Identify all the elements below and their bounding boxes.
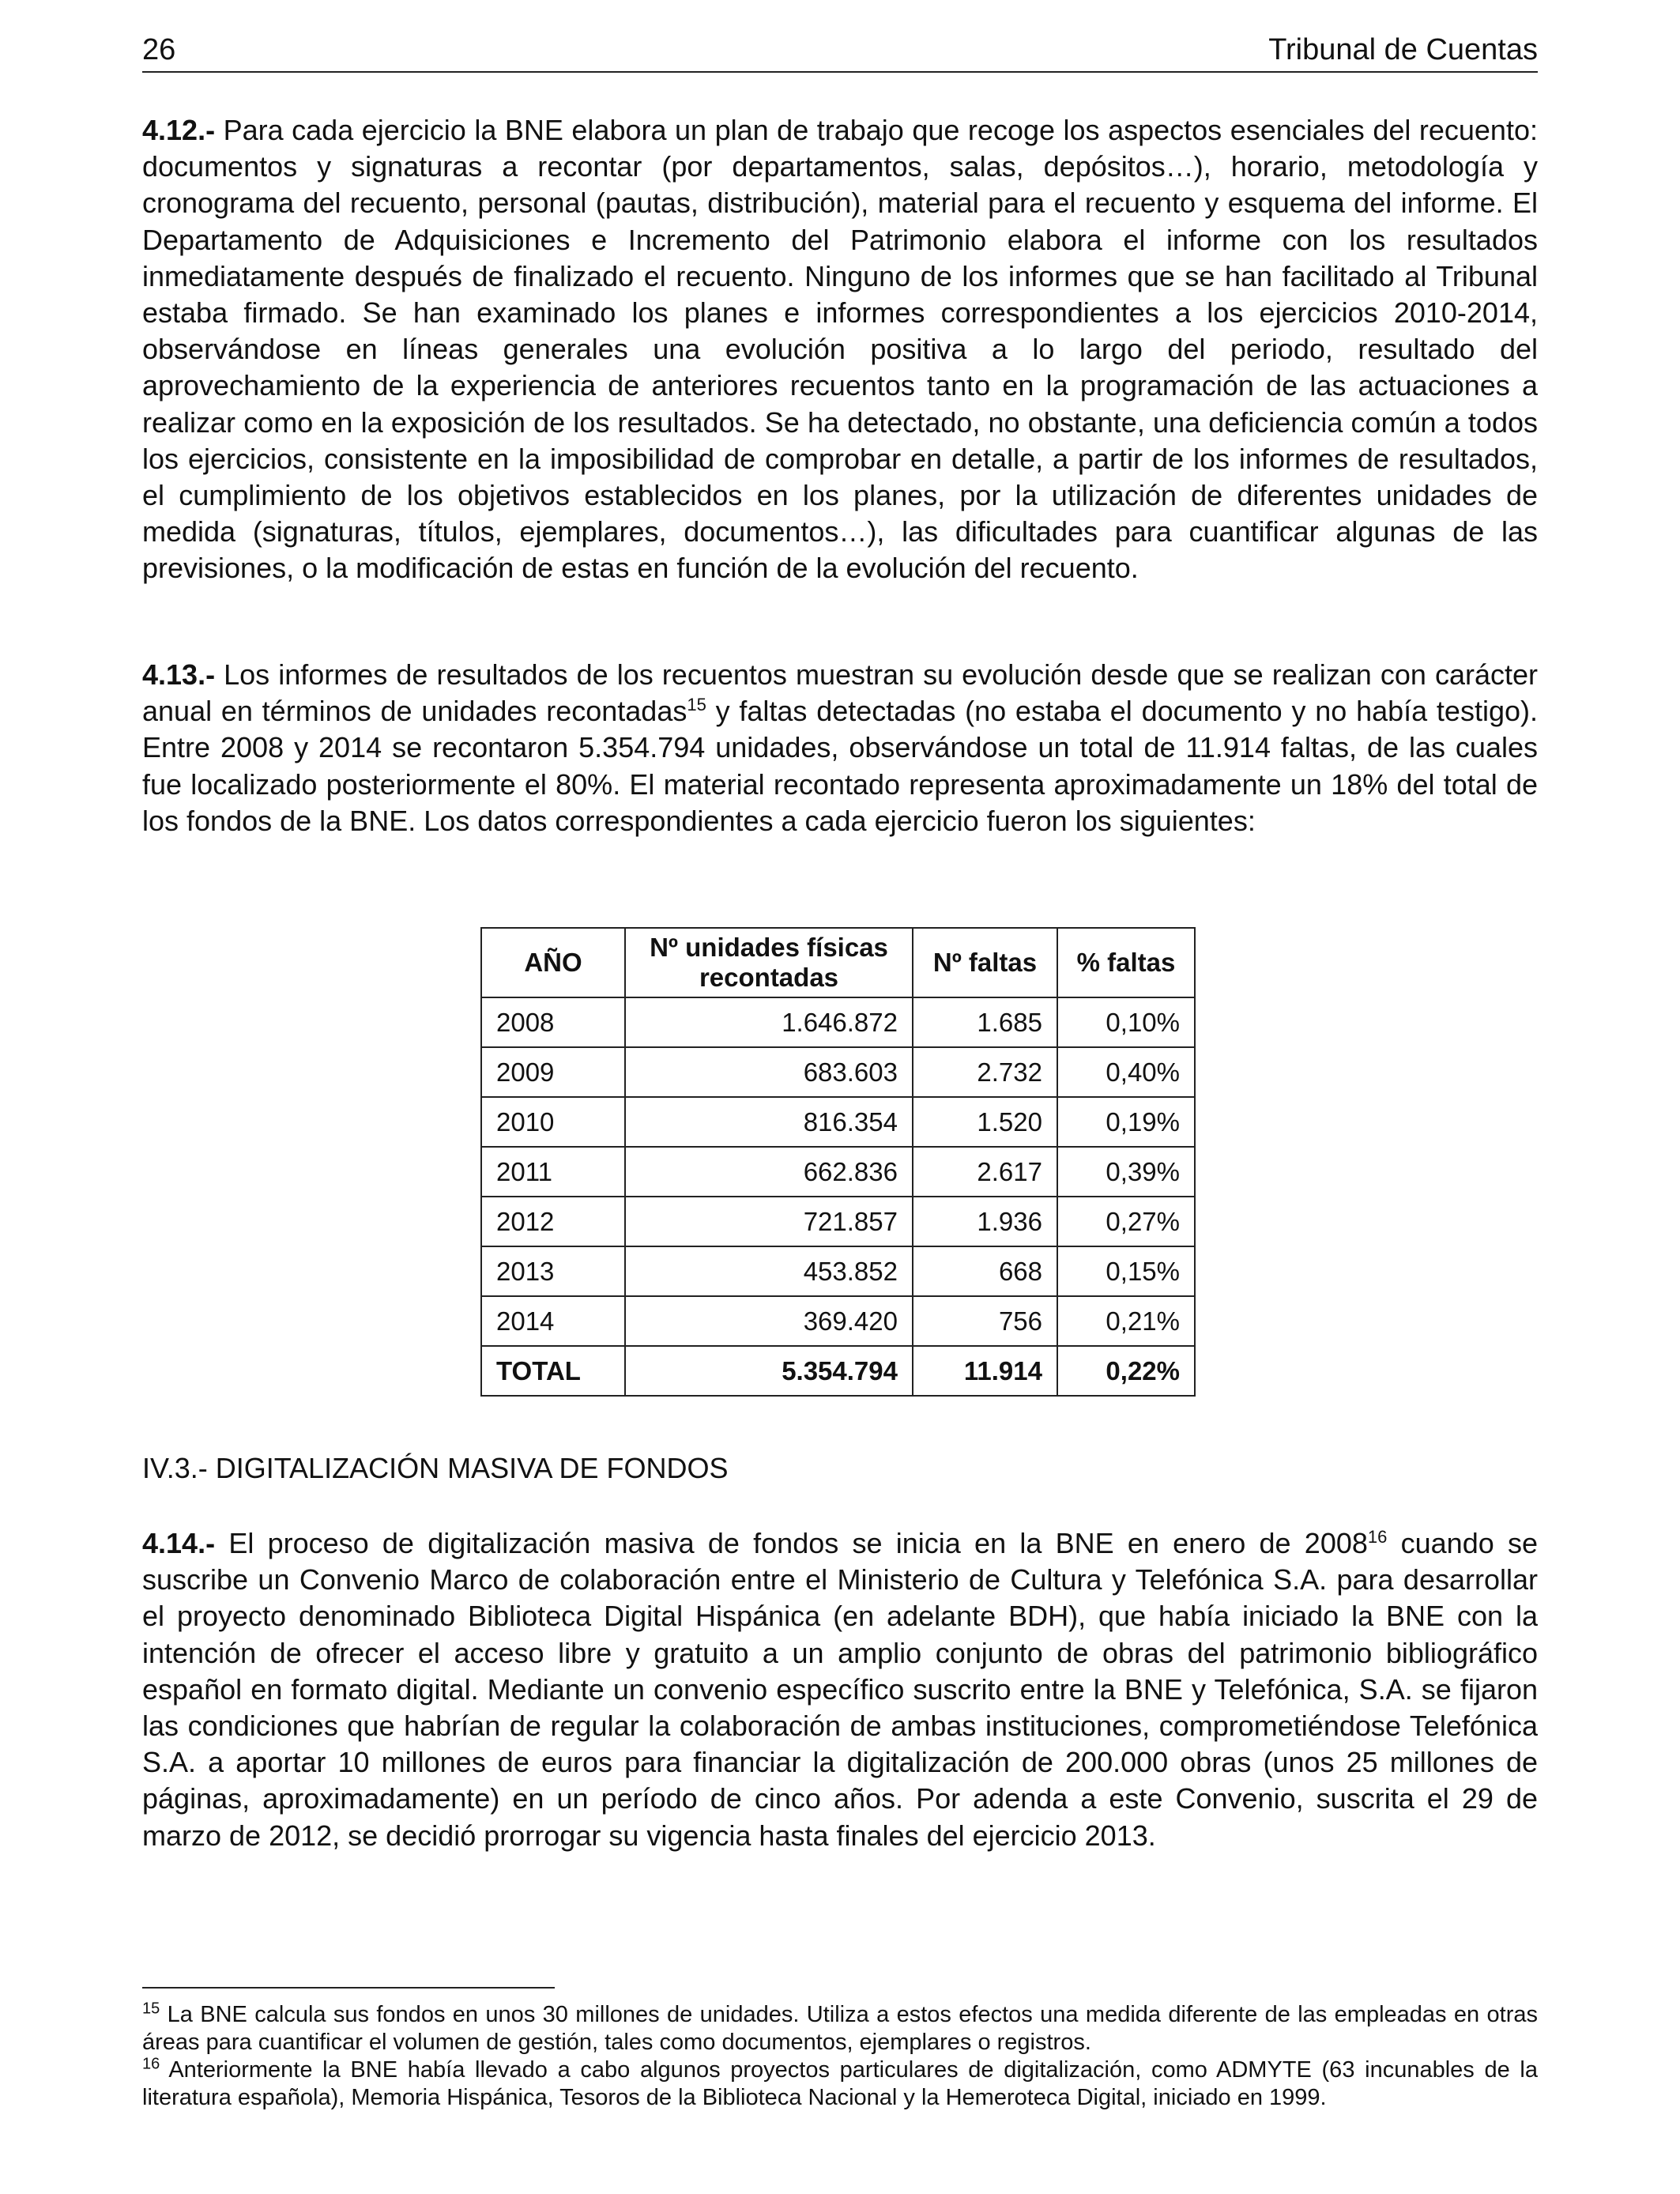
table-row bbox=[481, 1246, 1195, 1296]
paragraph-number: 4.13.- bbox=[142, 658, 216, 691]
cell-units: 721.857 bbox=[625, 1197, 913, 1246]
paragraph-text: El proceso de digitalización masiva de fondos se inicia en la BNE en enero de 2008 bbox=[228, 1527, 1368, 1559]
cell-faltas: 1.936 bbox=[913, 1197, 1057, 1246]
footnote-ref-16[interactable]: 16 bbox=[1367, 1527, 1388, 1547]
cell-year: 2014 bbox=[481, 1296, 625, 1346]
cell-pct: 0,40% bbox=[1057, 1047, 1195, 1097]
table-total-row bbox=[481, 1346, 1195, 1396]
cell-units: 816.354 bbox=[625, 1097, 913, 1147]
cell-units: 683.603 bbox=[625, 1047, 913, 1097]
cell-pct: 0,39% bbox=[1057, 1147, 1195, 1197]
paragraph-4-14 bbox=[142, 1525, 1538, 1854]
cell-faltas: 1.520 bbox=[913, 1097, 1057, 1147]
cell-year: 2012 bbox=[481, 1197, 625, 1246]
cell-faltas: 668 bbox=[913, 1246, 1057, 1296]
cell-total-pct: 0,22% bbox=[1057, 1346, 1195, 1396]
table-row bbox=[481, 997, 1195, 1047]
table-row bbox=[481, 1147, 1195, 1197]
recount-results-table bbox=[480, 927, 1196, 1397]
cell-units: 453.852 bbox=[625, 1246, 913, 1296]
cell-total-units: 5.354.794 bbox=[625, 1346, 913, 1396]
cell-faltas: 1.685 bbox=[913, 997, 1057, 1047]
paragraph-text: Los informes de resultados de los recuentos muestran su evolución desde que se realizan con carácter anual en términos de unidades recontadas bbox=[142, 658, 1538, 728]
cell-year: 2010 bbox=[481, 1097, 625, 1147]
cell-pct: 0,10% bbox=[1057, 997, 1195, 1047]
footnote-number: 15 bbox=[142, 2000, 160, 2018]
cell-total-faltas: 11.914 bbox=[913, 1346, 1057, 1396]
cell-year: 2008 bbox=[481, 997, 625, 1047]
footnote-16 bbox=[142, 2056, 1538, 2112]
footnote-15 bbox=[142, 2001, 1538, 2056]
cell-pct: 0,15% bbox=[1057, 1246, 1195, 1296]
cell-year: 2009 bbox=[481, 1047, 625, 1097]
cell-units: 662.836 bbox=[625, 1147, 913, 1197]
page-header bbox=[142, 28, 1538, 73]
column-header: Nº unidades físicas recontadas bbox=[625, 928, 913, 997]
cell-units: 369.420 bbox=[625, 1296, 913, 1346]
column-header: Nº faltas bbox=[913, 928, 1057, 997]
paragraph-text: Para cada ejercicio la BNE elabora un plan de trabajo que recoge los aspectos esenciales del recuento: documentos y signaturas a recontar (por departamentos, salas, depósitos…), horario, metodología y cronograma del recuento, personal (pautas, distribución), material para el recuento y esquema del informe. El Departamento de Adquisiciones e Incremento del Patrimonio elabora el informe con los resultados inmediatamente después de finalizado el recuento. Ninguno de los informes que se han facilitado al Tribunal estaba firmado. Se han examinado los planes e informes correspondientes a los ejercicios 2010-2014, observándose en líneas generales una evolución positiva a lo largo del periodo, resultado del aprovechamiento de la experiencia de anteriores recuentos tanto en la programación de las actuaciones a realizar como en la exposición de los resultados. Se ha detectado, no obstante, una deficiencia común a todos los ejercicios, consistente en la imposibilidad de comprobar en detalle, a partir de los informes de resultados, el cumplimiento de los objetivos establecidos en los planes, por la utilización de diferentes unidades de medida (signaturas, títulos, ejemplares, documentos…), las dificultades para cuantificar algunas de las previsiones, o la modificación de estas en función de la evolución del recuento. bbox=[142, 114, 1538, 585]
cell-pct: 0,21% bbox=[1057, 1296, 1195, 1346]
paragraph-text-cont: y faltas detectadas (no estaba el documento y no había testigo). Entre 2008 y 2014 se recontaron 5.354.794 unidades, observándose un total de 11.914 faltas, de las cuales fue localizado posteriormente el 80%. El material recontado representa aproximadamente un 18% del total de los fondos de la BNE. Los datos correspondientes a cada ejercicio fueron los siguientes: bbox=[142, 695, 1538, 837]
cell-year: 2013 bbox=[481, 1246, 625, 1296]
cell-faltas: 2.732 bbox=[913, 1047, 1057, 1097]
cell-faltas: 2.617 bbox=[913, 1147, 1057, 1197]
table-row bbox=[481, 1097, 1195, 1147]
header-organization: Tribunal de Cuentas bbox=[1268, 33, 1538, 66]
table-header-row bbox=[481, 928, 1195, 997]
column-header: % faltas bbox=[1057, 928, 1195, 997]
cell-year: 2011 bbox=[481, 1147, 625, 1197]
paragraph-4-13 bbox=[142, 657, 1538, 839]
paragraph-text-cont: cuando se suscribe un Convenio Marco de colaboración entre el Ministerio de Cultura y Telefónica S.A. para desarrollar el proyecto denominado Biblioteca Digital Hispánica (en adelante BDH), que había iniciado la BNE con la intención de ofrecer el acceso libre y gratuito a un amplio conjunto de obras del patrimonio bibliográfico español en formato digital. Mediante un convenio específico suscrito entre la BNE y Telefónica, S.A. se fijaron las condiciones que habrían de regular la colaboración de ambas instituciones, comprometiéndose Telefónica S.A. a aportar 10 millones de euros para financiar la digitalización de 200.000 obras (unos 25 millones de páginas, aproximadamente) en un período de cinco años. Por adenda a este Convenio, suscrita el 29 de marzo de 2012, se decidió prorrogar su vigencia hasta finales del ejercicio 2013. bbox=[142, 1527, 1539, 1852]
table-row bbox=[481, 1047, 1195, 1097]
footnote-text: La BNE calcula sus fondos en unos 30 millones de unidades. Utiliza a estos efectos una medida diferente de las empleadas en otras áreas para cuantificar el volumen de gestión, tales como documentos, ejemplares o registros. bbox=[142, 2002, 1539, 2055]
cell-pct: 0,27% bbox=[1057, 1197, 1195, 1246]
footnote-number: 16 bbox=[142, 2055, 160, 2073]
table-row bbox=[481, 1197, 1195, 1246]
footnote-ref-15[interactable]: 15 bbox=[687, 695, 706, 715]
cell-total-label: TOTAL bbox=[481, 1346, 625, 1396]
footnote-separator bbox=[142, 1987, 555, 1989]
table-row bbox=[481, 1296, 1195, 1346]
page-number: 26 bbox=[142, 33, 176, 66]
cell-faltas: 756 bbox=[913, 1296, 1057, 1346]
column-header: AÑO bbox=[481, 928, 625, 997]
paragraph-number: 4.14.- bbox=[142, 1527, 216, 1559]
cell-units: 1.646.872 bbox=[625, 997, 913, 1047]
section-heading: IV.3.- DIGITALIZACIÓN MASIVA DE FONDOS bbox=[142, 1452, 729, 1484]
cell-pct: 0,19% bbox=[1057, 1097, 1195, 1147]
paragraph-4-12 bbox=[142, 112, 1538, 587]
paragraph-number: 4.12.- bbox=[142, 114, 216, 146]
footnote-text: Anteriormente la BNE había llevado a cabo algunos proyectos particulares de digitalización, como ADMYTE (63 incunables de la literatura española), Memoria Hispánica, Tesoros de la Biblioteca Nacional y la Hemeroteca Digital, iniciado en 1999. bbox=[142, 2057, 1538, 2110]
